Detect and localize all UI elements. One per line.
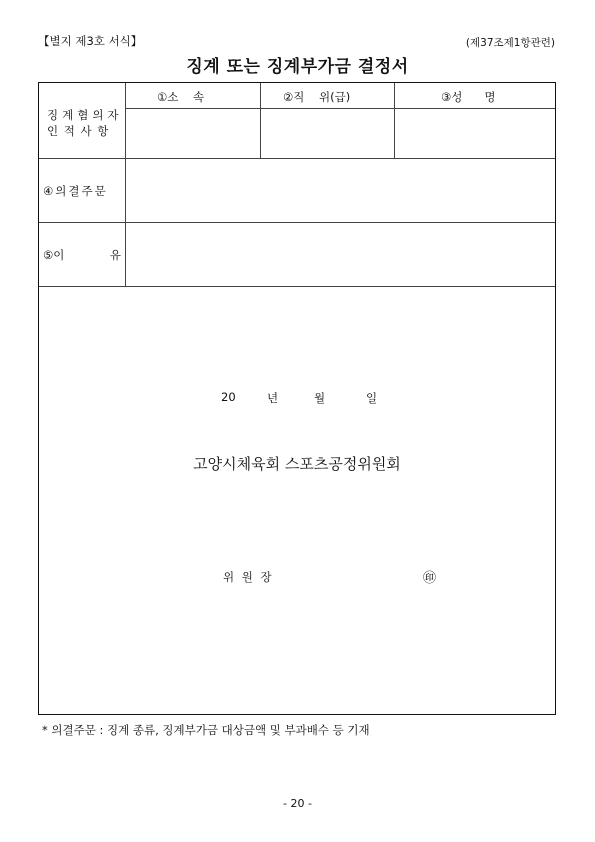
seal-icon: ㊞: [423, 571, 437, 586]
subject-label-line1-text: 징계혐의자: [47, 108, 123, 122]
form-number-label: 【별지 제3호 서식】: [38, 34, 143, 48]
position-value-cell[interactable]: [261, 109, 393, 157]
related-clause-label: (제37조제1항관련): [465, 37, 555, 49]
affiliation-value-cell[interactable]: [126, 109, 259, 157]
reason-label-start: ⑤이: [43, 248, 65, 262]
reason-label: [43, 247, 121, 263]
reason-row-bottom-divider: [39, 286, 555, 287]
page-number: - 20 -: [283, 797, 312, 810]
subject-label-line2: 인 적 사 항: [47, 124, 110, 138]
date-month-unit: 월: [314, 391, 326, 405]
date-year-unit: 년: [267, 391, 279, 405]
subject-label-line1: [47, 107, 123, 123]
column-header-name: ③성 명: [441, 90, 496, 104]
column-header-position: ②직 위(급): [283, 90, 351, 104]
decision-label: ④의결주문: [43, 184, 108, 198]
organization-name: 고양시체육회 스포츠공정위원회: [193, 455, 401, 473]
decision-value-cell[interactable]: [126, 159, 555, 221]
date-year: 20: [221, 390, 236, 404]
decision-form-table: [38, 82, 556, 715]
reason-value-cell[interactable]: [126, 223, 555, 285]
chair-label: 위 원 장: [223, 570, 274, 584]
name-value-cell[interactable]: [395, 109, 555, 157]
reason-label-end: 유: [109, 248, 121, 262]
date-day-unit: 일: [366, 391, 378, 405]
footnote: * 의결주문 : 징계 종류, 징계부가금 대상금액 및 부과배수 등 기재: [42, 723, 370, 737]
column-header-affiliation: ①소 속: [157, 90, 205, 104]
document-title: 징계 또는 징계부가금 결정서: [186, 57, 409, 77]
